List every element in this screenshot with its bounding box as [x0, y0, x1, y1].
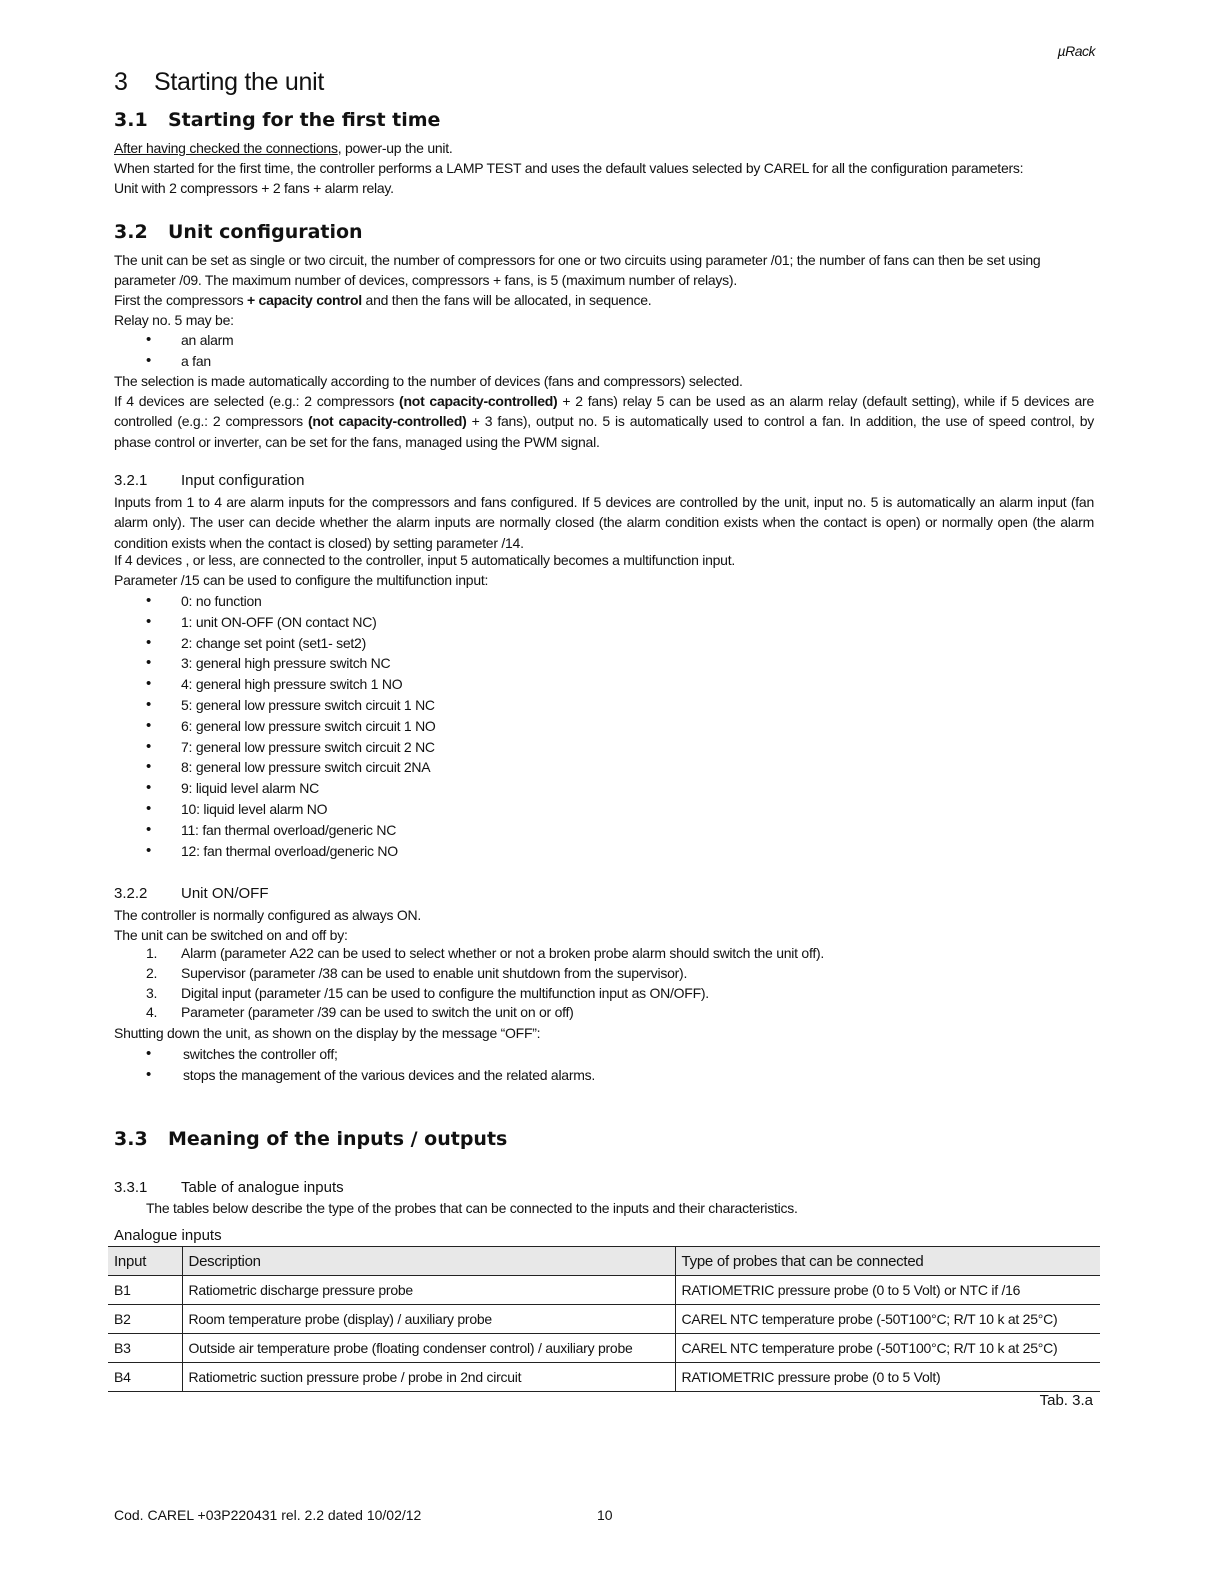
table-header-row [108, 1247, 1100, 1276]
table-row [108, 1305, 1100, 1334]
off-effects-list [146, 1044, 595, 1086]
s32-paragraph-4: The selection is made automatically according to the number of devices (fans and compressors) selected. [114, 373, 743, 389]
heading-3-3: 3.3 Meaning of the inputs / outputs [114, 1128, 508, 1150]
multifunction-list [146, 591, 436, 861]
table-cell: RATIOMETRIC pressure probe (0 to 5 Volt) or NTC if /16 [675, 1276, 1100, 1305]
list-item: • 9: liquid level alarm NC [146, 778, 436, 799]
list-item: • 7: general low pressure switch circuit 2 NC [146, 737, 436, 758]
table-row [108, 1276, 1100, 1305]
list-item: • 12: fan thermal overload/generic NO [146, 841, 436, 862]
list-item: • a fan [146, 351, 233, 372]
table-cell: B2 [108, 1305, 182, 1334]
s31-paragraph-1: After having checked the connections, power-up the unit. [114, 140, 453, 156]
list-item: 1. Alarm (parameter A22 can be used to select whether or not a broken probe alarm should switch the unit off). [146, 945, 825, 961]
list-item: • an alarm [146, 330, 233, 351]
list-item: • stops the management of the various devices and the related alarms. [146, 1065, 595, 1086]
table-caption: Tab. 3.a [1039, 1392, 1093, 1409]
s31-paragraph-2: When started for the first time, the controller performs a LAMP TEST and uses the default values selected by CAREL for all the configuration parameters: [114, 160, 1024, 176]
table-cell: Outside air temperature probe (floating condenser control) / auxiliary probe [182, 1334, 675, 1363]
table-cell: CAREL NTC temperature probe (-50T100°C; R/T 10 k at 25°C) [675, 1305, 1100, 1334]
heading-3-2-2: 3.2.2 Unit ON/OFF [114, 885, 269, 902]
footer-code: Cod. CAREL +03P220431 rel. 2.2 dated 10/02/12 [114, 1507, 422, 1523]
list-item: • 5: general low pressure switch circuit 1 NC [146, 695, 436, 716]
heading-3-2: 3.2 Unit configuration [114, 221, 363, 243]
s32-paragraph-1: The unit can be set as single or two circuit, the number of compressors for one or two circuits using parameter /01; the number of fans can then be set using parameter /09. The maximum number of devices, compressors + fans, is 5 (maximum number of relays). [114, 252, 1041, 289]
s32-paragraph-3: Relay no. 5 may be: [114, 312, 234, 328]
list-item: • 11: fan thermal overload/generic NC [146, 820, 436, 841]
table-cell: Ratiometric discharge pressure probe [182, 1276, 675, 1305]
list-item: • 3: general high pressure switch NC [146, 653, 436, 674]
list-item: • 6: general low pressure switch circuit 1 NO [146, 716, 436, 737]
list-item: 3. Digital input (parameter /15 can be used to configure the multifunction input as ON/OFF). [146, 984, 709, 1001]
s322-paragraph-2: The unit can be switched on and off by: [114, 927, 348, 943]
list-item: • 0: no function [146, 591, 436, 612]
heading-3-1: 3.1 Starting for the first time [114, 109, 441, 131]
column-header: Description [182, 1247, 675, 1276]
relay-list [146, 330, 233, 372]
table-row [108, 1363, 1100, 1392]
table-cell: B4 [108, 1363, 182, 1392]
table-row [108, 1334, 1100, 1363]
table-cell: RATIOMETRIC pressure probe (0 to 5 Volt) [675, 1363, 1100, 1392]
s321-paragraph-3: Parameter /15 can be used to configure the multifunction input: [114, 572, 489, 588]
table-cell: B3 [108, 1334, 182, 1363]
list-item: • 8: general low pressure switch circuit 2NA [146, 757, 436, 778]
s321-paragraph-2: If 4 devices , or less, are connected to the controller, input 5 automatically becomes a multifunction input. [114, 552, 735, 568]
s32-paragraph-5: If 4 devices are selected (e.g.: 2 compressors (not capacity-controlled) + 2 fans) relay 5 can be used as an alarm relay (default setting), while if 5 devices are controlled (e.g.: 2 compressors (not capacity-controlled) + 3 fans), output no. 5 is automatically used to control a fan. In addition, the use of speed control, by phase control or inverter, can be set for the fans, managed using the PWM signal. [114, 393, 1094, 450]
table-title: Analogue inputs [114, 1227, 222, 1244]
heading-3-3-1: 3.3.1 Table of analogue inputs [114, 1179, 344, 1196]
table-cell: B1 [108, 1276, 182, 1305]
header-product: µRack [1057, 43, 1095, 59]
s321-paragraph-1: Inputs from 1 to 4 are alarm inputs for the compressors and fans configured. If 5 devices are controlled by the unit, input no. 5 is automatically an alarm input (fan alarm only). The user can decide whether the alarm inputs are normally closed (the alarm condition exists when the contact is open) or normally open (the alarm condition exists when the contact is closed) by setting parameter /14. [114, 494, 1094, 551]
list-item: • 4: general high pressure switch 1 NO [146, 674, 436, 695]
connections-link[interactable]: After having checked the connections [114, 140, 338, 156]
s31-paragraph-3: Unit with 2 compressors + 2 fans + alarm relay. [114, 180, 394, 196]
column-header: Type of probes that can be connected [675, 1247, 1100, 1276]
s32-paragraph-2: First the compressors + capacity control and then the fans will be allocated, in sequence. [114, 292, 652, 308]
analogue-inputs-table [108, 1246, 1100, 1392]
list-item: • 10: liquid level alarm NO [146, 799, 436, 820]
s331-paragraph-1: The tables below describe the type of the probes that can be connected to the inputs and their characteristics. [146, 1200, 798, 1216]
list-item: • switches the controller off; [146, 1044, 595, 1065]
table-cell: CAREL NTC temperature probe (-50T100°C; R/T 10 k at 25°C) [675, 1334, 1100, 1363]
column-header: Input [108, 1247, 182, 1276]
list-item: 2. Supervisor (parameter /38 can be used to enable unit shutdown from the supervisor). [146, 964, 688, 981]
onoff-steps [146, 944, 824, 1023]
s322-paragraph-3: Shutting down the unit, as shown on the display by the message “OFF”: [114, 1025, 541, 1041]
table-cell: Room temperature probe (display) / auxiliary probe [182, 1305, 675, 1334]
heading-3-2-1: 3.2.1 Input configuration [114, 472, 305, 489]
section-title: 3 Starting the unit [114, 68, 325, 96]
list-item: • 1: unit ON-OFF (ON contact NC) [146, 612, 436, 633]
page-number: 10 [597, 1507, 613, 1523]
s322-paragraph-1: The controller is normally configured as always ON. [114, 907, 422, 923]
list-item: 4. Parameter (parameter /39 can be used to switch the unit on or off) [146, 1004, 574, 1021]
list-item: • 2: change set point (set1- set2) [146, 633, 436, 654]
table-cell: Ratiometric suction pressure probe / probe in 2nd circuit [182, 1363, 675, 1392]
